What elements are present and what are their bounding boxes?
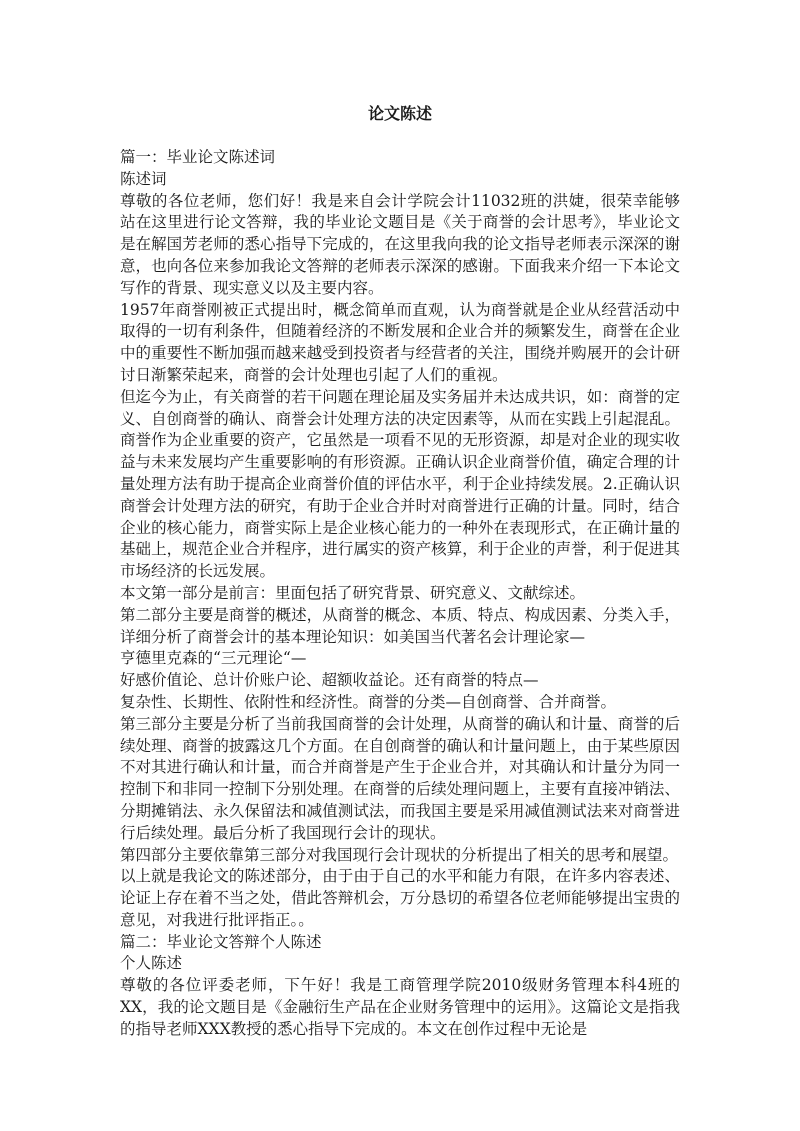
paragraph-part-one: 本文第一部分是前言：里面包括了研究背景、研究意义、文献综述。 [120,583,586,602]
paragraph-part-two: 第二部分主要是商誉的概述，从商誉的概念、本质、特点、构成因素、分类入手，详细分析了商誉会计的基本理论知识：如美国当代著名会计理论家— [120,605,680,646]
paragraph-significance: 但迄今为止，有关商誉的若干问题在理论届及实务届并未达成共识，如：商誉的定义、自创商誉的确认、商誉会计处理方法的决定因素等，从而在实践上引起混乱。商誉作为企业重要的资产，它虽然是一项看不见的无形资源，却是对企业的现实收益与未来发展均产生重要影响的有形资源。正确认识企业商誉价值，确定合理的计量处理方法有助于提高企业商誉价值的评估水平，利于企业持续发展。2.正确认识商誉会计处理方法的研究，有助于企业合并时对商誉进行正确的计量。同时，结合企业的核心能力，商誉实际上是企业核心能力的一种外在表现形式，在正确计量的基础上，规范企业合并程序，进行属实的资产核算，利于企业的声誉，利于促进其市场经济的长远发展。 [120,387,680,581]
paragraph-characteristics: 复杂性、长期性、依附性和经济性。商誉的分类—自创商誉、合并商誉。 [120,692,617,711]
subheading-personal-statement: 个人陈述 [120,954,183,973]
paragraph-part-four: 第四部分主要依靠第三部分对我国现行会计现状的分析提出了相关的思考和展望。 [120,845,679,864]
paragraph-greeting: 尊敬的各位老师，您们好！我是来自会计学院会计11032班的洪婕，很荣幸能够站在这里进行论文答辩，我的毕业论文题目是《关于商誉的会计思考》，毕业论文是在解国芳老师的悉心指导下完成的，在这里我向我的论文指导老师表示深深的谢意，也向各位来参加我论文答辩的老师表示深深的感谢。下面我来介绍一下本论文写作的背景、现实意义以及主要内容。 [120,191,680,297]
paragraph-closing: 以上就是我论文的陈述部分，由于由于自己的水平和能力有限，在许多内容表述、论证上存在着不当之处，借此答辩机会，万分恳切的希望各位老师能够提出宝贵的意见，对我进行批评指正。。 [120,867,680,929]
document-title: 论文陈述 [367,104,432,123]
paragraph-three-theories: 亨德里克森的“三元理论“— [120,649,307,668]
section-heading-1: 篇一：毕业论文陈述词 [120,148,276,166]
subheading-statement: 陈述词 [120,169,167,188]
paragraph-part-three: 第三部分主要是分析了当前我国商誉的会计处理，从商誉的确认和计量、商誉的后续处理、商誉的披露这几个方面。在自创商誉的确认和计量问题上，由于某些原因不对其进行确认和计量，而合并商誉是产生于企业合并，对其确认和计量分为同一控制下和非同一控制下分别处理。在商誉的后续处理问题上，主要有直接冲销法、分期摊销法、永久保留法和减值测试法，而我国主要是采用减值测试法来对商誉进行后续处理。最后分析了我国现行会计的现状。 [120,714,680,842]
document-body [120,147,680,1041]
section-heading-2: 篇二：毕业论文答辩个人陈述 [120,932,322,951]
paragraph-theory-list: 好感价值论、总计价账户论、超额收益论。还有商誉的特点— [120,671,539,690]
paragraph-greeting-2: 尊敬的各位评委老师，下午好！我是工商管理学院2010级财务管理本科4班的XX，我的论文题目是《金融衍生产品在企业财务管理中的运用》。这篇论文是指我的指导老师XXX教授的悉心指导下完成的。本文在创作过程中无论是 [120,976,680,1038]
paragraph-background: 1957年商誉刚被正式提出时，概念简单而直观，认为商誉就是企业从经营活动中取得的一切有利条件，但随着经济的不断发展和企业合并的频繁发生，商誉在企业中的重要性不断加强而越来越受到投资者与经营者的关注，围绕并购展开的会计研讨日渐繁荣起来，商誉的会计处理也引起了人们的重视。 [120,300,680,384]
